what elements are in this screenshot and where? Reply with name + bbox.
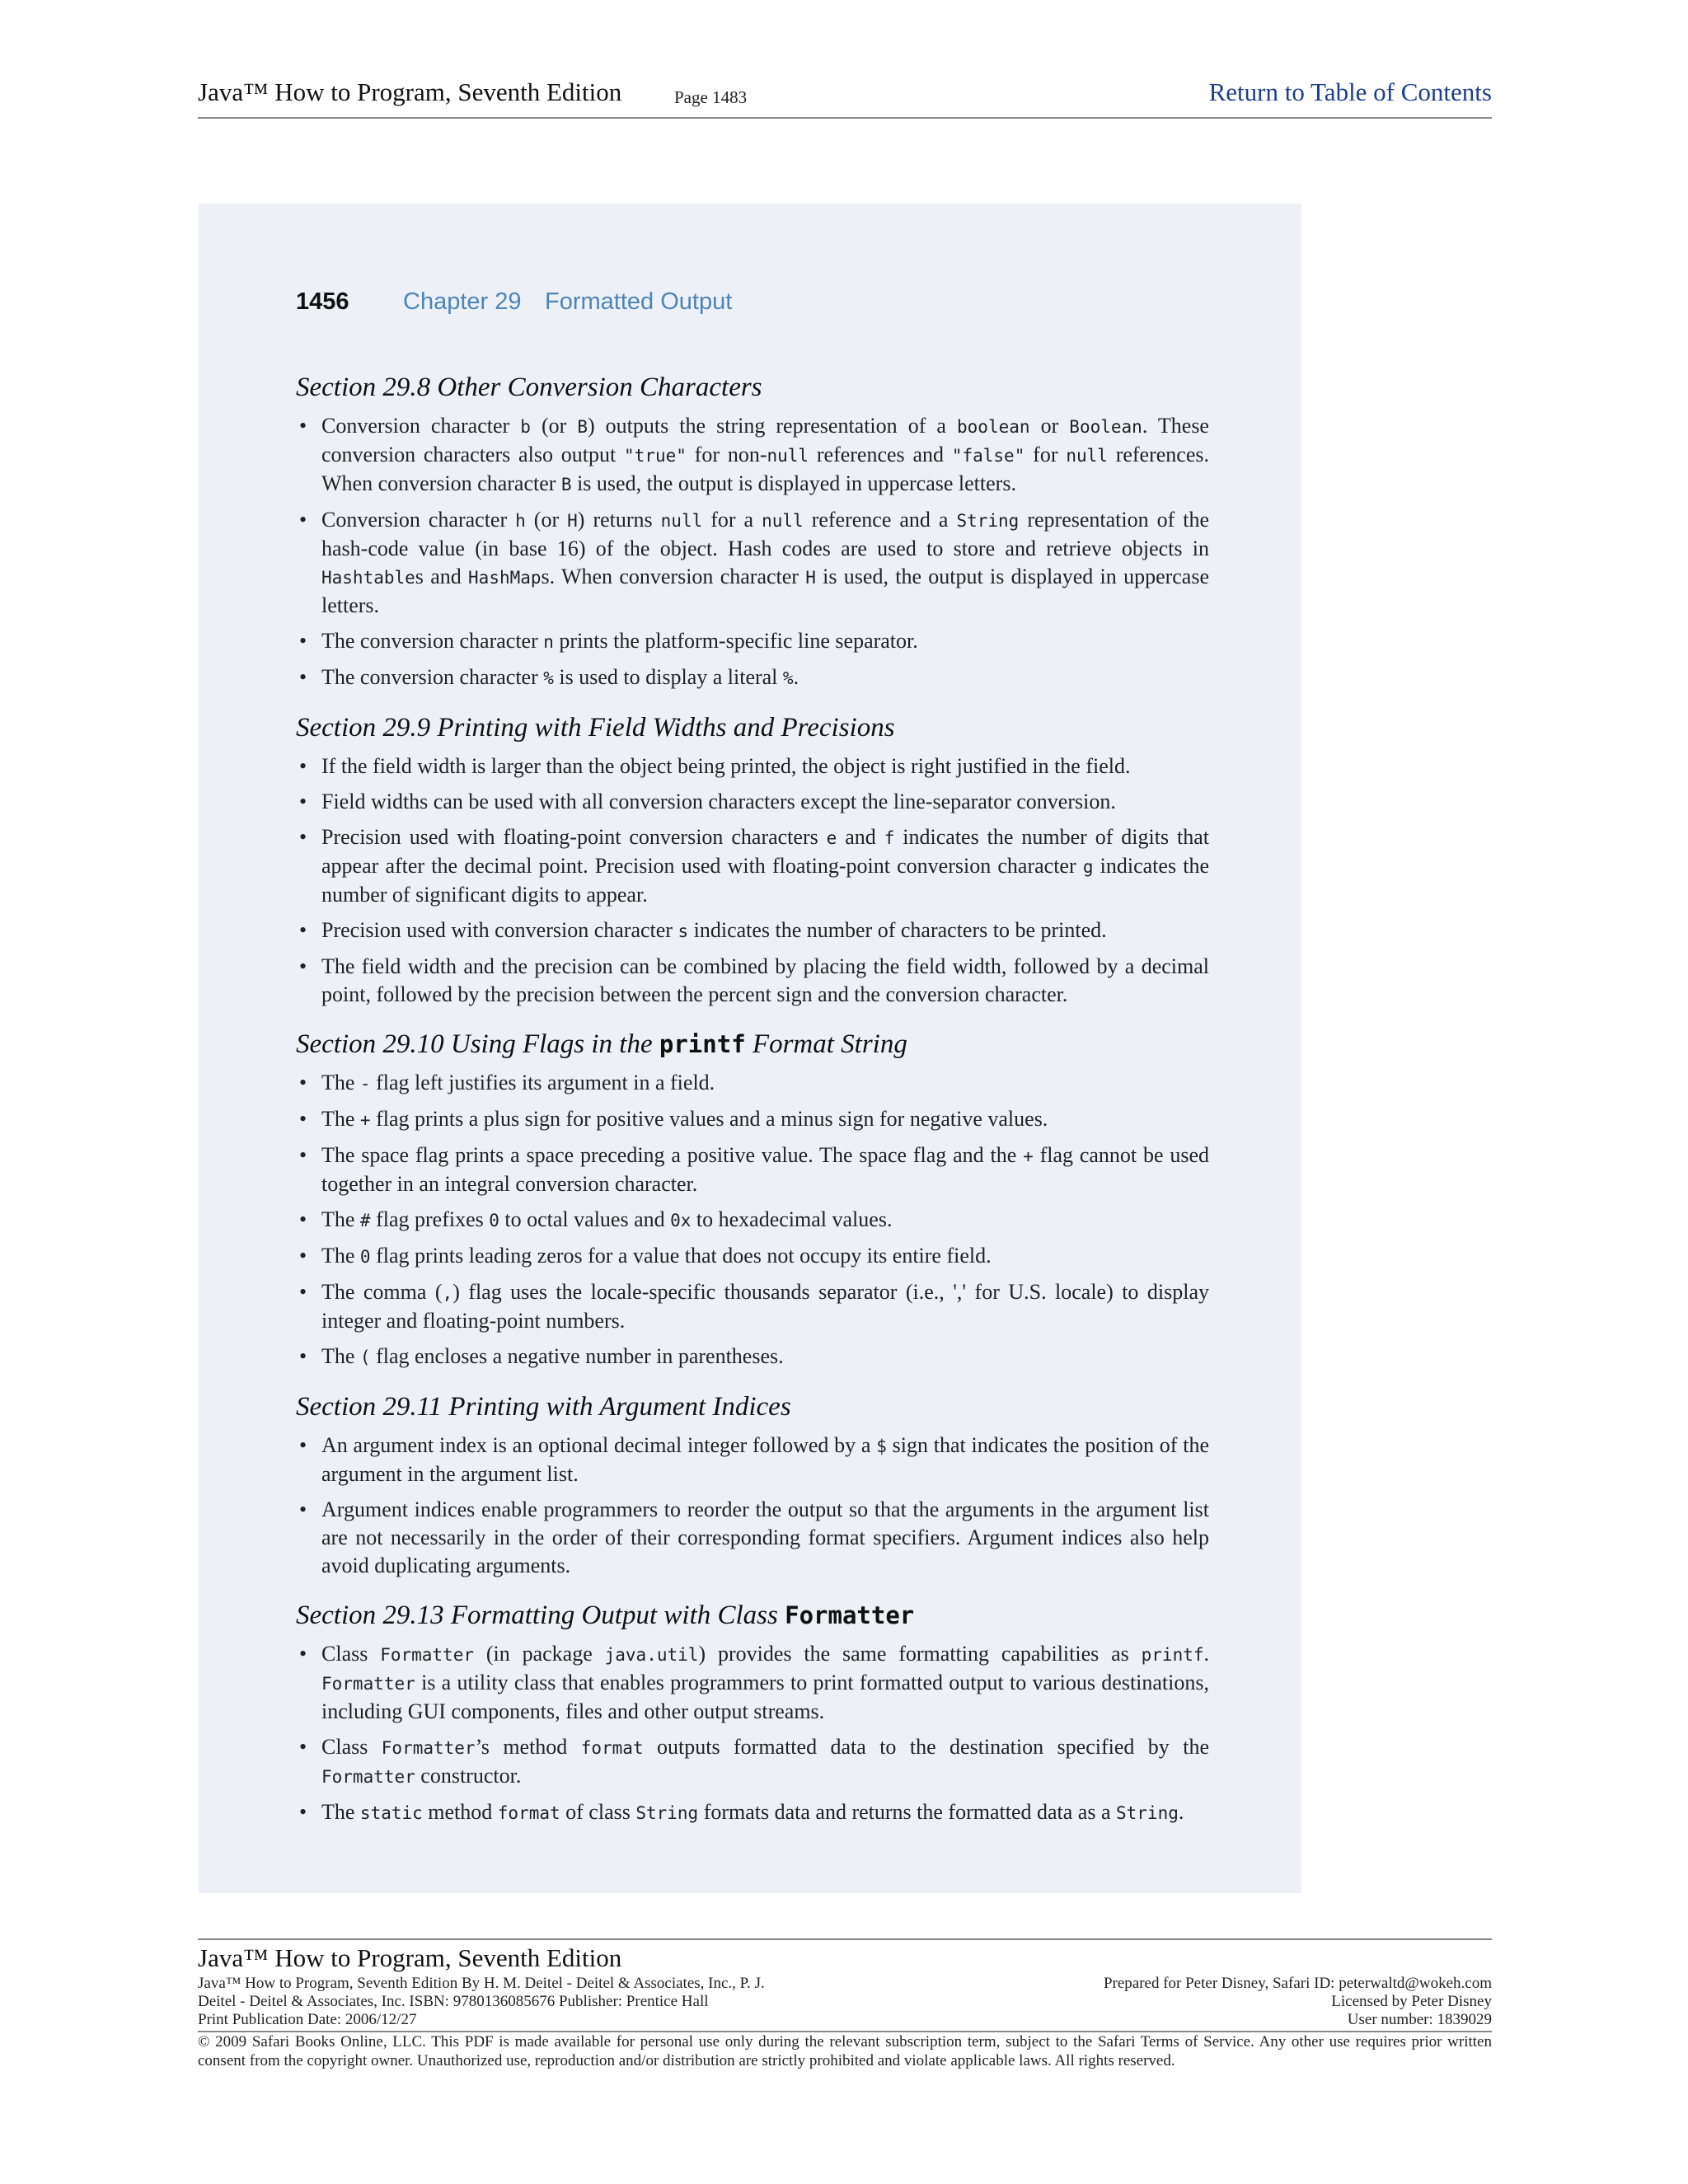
list-item: • Field widths can be used with all conversion characters except the line-separator conversion. (296, 788, 1209, 816)
footer-user-number: User number: 1839029 (1347, 2011, 1492, 2028)
footer-publication-date: Print Publication Date: 2006/12/27 (198, 2011, 417, 2028)
list-item: • If the field width is larger than the object being printed, the object is right justified in the field. (296, 752, 1209, 780)
list-item: • Precision used with conversion character s indicates the number of characters to be printed. (296, 916, 1209, 945)
list-item: • The 0 flag prints leading zeros for a value that does not occupy its entire field. (296, 1242, 1209, 1271)
footer-isbn-line: Deitel - Deitel & Associates, Inc. ISBN: 9780136085676 Publisher: Prentice Hall (198, 1993, 709, 2010)
bullet-list (296, 1640, 1209, 1827)
section-heading: Section 29.9 Printing with Field Widths and Precisions (296, 713, 895, 743)
list-item: • Class Formatter (in package java.util) provides the same formatting capabilities as printf. Formatter is a utility class that enables programmers to print formatted output to various destinations, including GUI components, files and other output streams. (296, 1640, 1209, 1726)
list-item: • An argument index is an optional decimal integer followed by a $ sign that indicates the position of the argument in the argument list. (296, 1432, 1209, 1488)
footer-row (198, 1975, 1492, 1993)
section-heading: Section 29.11 Printing with Argument Indices (296, 1392, 791, 1422)
list-item: • The field width and the precision can be combined by placing the field width, followed by a decimal point, followed by the precision between the percent sign and the conversion character. (296, 953, 1209, 1009)
footer-row (198, 2011, 1492, 2029)
list-item: • Precision used with floating-point conversion characters e and f indicates the number of digits that appear after the decimal point. Precision used with floating-point conversion character g indicates the number of significant digits to appear. (296, 823, 1209, 909)
footer-licensed-by: Licensed by Peter Disney (1331, 1993, 1492, 2010)
list-item: • Class Formatter’s method format outputs formatted data to the destination specified by the Formatter constructor. (296, 1733, 1209, 1791)
bullet-list (296, 1069, 1209, 1371)
footer-copyright: © 2009 Safari Books Online, LLC. This PDF is made available for personal use only during the relevant subscription term, subject to the Safari Terms of Service. Any other use requires prior written consent from the copyright owner. Unauthorized use, reproduction and/or distribution are strictly prohibited and violate applicable laws. All rights reserved. (198, 2031, 1492, 2070)
list-item: • The static method format of class String formats data and returns the formatted data as a String. (296, 1798, 1209, 1827)
list-item: • Conversion character h (or H) returns null for a null reference and a String representation of the hash-code value (in base 16) of the object. Hash codes are used to store and retrieve objects in Hashtables and HashMaps. When conversion character H is used, the output is displayed in uppercase letters. (296, 506, 1209, 620)
list-item: • The # flag prefixes 0 to octal values and 0x to hexadecimal values. (296, 1206, 1209, 1235)
list-item: • The space flag prints a space preceding a positive value. The space flag and the + flag cannot be used together in an integral conversion character. (296, 1141, 1209, 1198)
list-item: • Conversion character b (or B) outputs the string representation of a boolean or Boolean. These conversion characters also output "true" for non-null references and "false" for null references. When conversion character B is used, the output is displayed in uppercase letters. (296, 412, 1209, 499)
chapter-label: Chapter 29 (403, 288, 522, 315)
list-item: • The + flag prints a plus sign for positive values and a minus sign for negative values. (296, 1105, 1209, 1134)
section-heading: Section 29.10 Using Flags in the printf Format String (296, 1029, 907, 1059)
header-book-title: Java™ How to Program, Seventh Edition (198, 77, 622, 106)
list-item: • The ( flag encloses a negative number in parentheses. (296, 1343, 1209, 1371)
bullet-list (296, 1432, 1209, 1580)
bullet-list (296, 752, 1209, 1009)
footer-book-title: Java™ How to Program, Seventh Edition (198, 1943, 622, 1972)
section-heading: Section 29.13 Formatting Output with Class Formatter (296, 1601, 915, 1630)
list-item: • Argument indices enable programmers to reorder the output so that the arguments in the argument list are not necessarily in the order of their corresponding format specifiers. Argument indices also help avoid duplicating arguments. (296, 1496, 1209, 1580)
book-page-number: 1456 (296, 288, 349, 315)
list-item: • The comma (,) flag uses the locale-specific thousands separator (i.e., ',' for U.S. locale) to display integer and floating-point numbers. (296, 1278, 1209, 1335)
footer-citation-line: Java™ How to Program, Seventh Edition By H. M. Deitel - Deitel & Associates, Inc., P. J. (198, 1975, 765, 1992)
table-of-contents-link[interactable]: Return to Table of Contents (1208, 77, 1492, 106)
chapter-title: Formatted Output (545, 288, 733, 315)
list-item: • The - flag left justifies its argument in a field. (296, 1069, 1209, 1098)
page-header (198, 74, 1492, 119)
section-heading: Section 29.8 Other Conversion Characters (296, 373, 762, 402)
footer-row (198, 1993, 1492, 2011)
summary-content (296, 370, 1209, 1827)
list-item: • The conversion character % is used to display a literal %. (296, 663, 1209, 692)
bullet-list (296, 412, 1209, 692)
header-page-label: Page 1483 (674, 87, 748, 107)
page-footer (198, 1938, 1492, 2070)
footer-prepared-for: Prepared for Peter Disney, Safari ID: peterwaltd@wokeh.com (1103, 1975, 1492, 1992)
running-head (296, 288, 733, 316)
list-item: • The conversion character n prints the platform-specific line separator. (296, 627, 1209, 656)
